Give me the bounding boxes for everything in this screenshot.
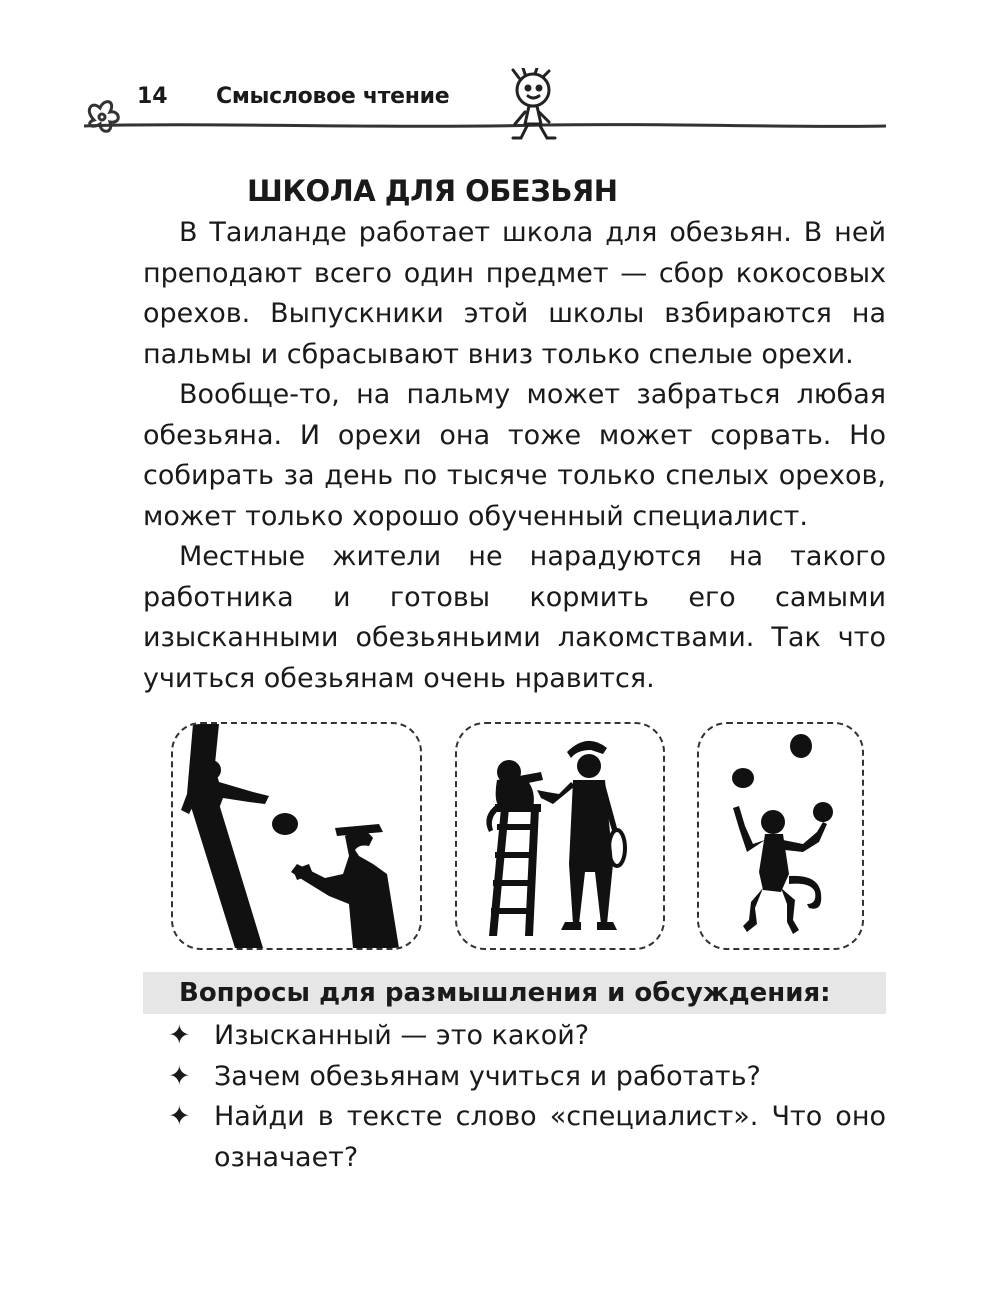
star-bullet-icon: ✦ — [168, 1101, 191, 1132]
monkey-juggling-coconuts-icon — [699, 724, 862, 948]
header-rule — [84, 120, 889, 132]
page-header — [0, 60, 986, 160]
question-item: ✦ Зачем обезьянам учиться и работать? — [168, 1057, 886, 1098]
monkey-on-palm-throwing-coconut-icon — [173, 724, 420, 948]
running-title: Смысловое чтение — [216, 84, 450, 109]
story-title: ШКОЛА ДЛЯ ОБЕЗЬЯН — [247, 174, 618, 208]
man-feeding-monkey-on-ladder-icon — [457, 724, 663, 948]
questions-heading-band — [143, 972, 886, 1014]
star-bullet-icon: ✦ — [168, 1060, 191, 1092]
flower-ornament-icon — [84, 90, 134, 146]
illustration-juggling-monkey — [697, 722, 864, 950]
questions-list — [168, 1016, 886, 1178]
page-number: 14 — [137, 84, 168, 109]
paragraph-3: Местные жители не нарадуются на такого работника и готовы кормить его самыми изысканными обезьяньими лакомствами. Так что учиться обезьянам очень нравится. — [143, 541, 886, 694]
paragraph-2: Вообще-то, на пальму может забраться любая обезьяна. И орехи она тоже может сорвать. Но собирать за день по тысяче только спелых орехов, может только хорошо обученный специалист. — [143, 379, 886, 532]
paragraph-1: В Таиланде работает школа для обезьян. В ней преподают всего один предмет — сбор кокосовых орехов. Выпускники этой школы взбираются на пальмы и сбрасывают вниз только спелые орехи. — [143, 217, 886, 370]
question-item: ✦ Найди в тексте слово «специалист». Что оно означает? — [168, 1097, 886, 1178]
questions-heading: Вопросы для размышления и обсуждения: — [179, 978, 831, 1008]
sitting-boy-mascot-icon — [495, 68, 570, 146]
illustration-palm-monkey — [171, 722, 422, 950]
star-bullet-icon: ✦ — [168, 1020, 191, 1051]
question-item: ✦ Изысканный — это какой? — [168, 1016, 886, 1057]
illustration-feeding-monkey — [455, 722, 665, 950]
